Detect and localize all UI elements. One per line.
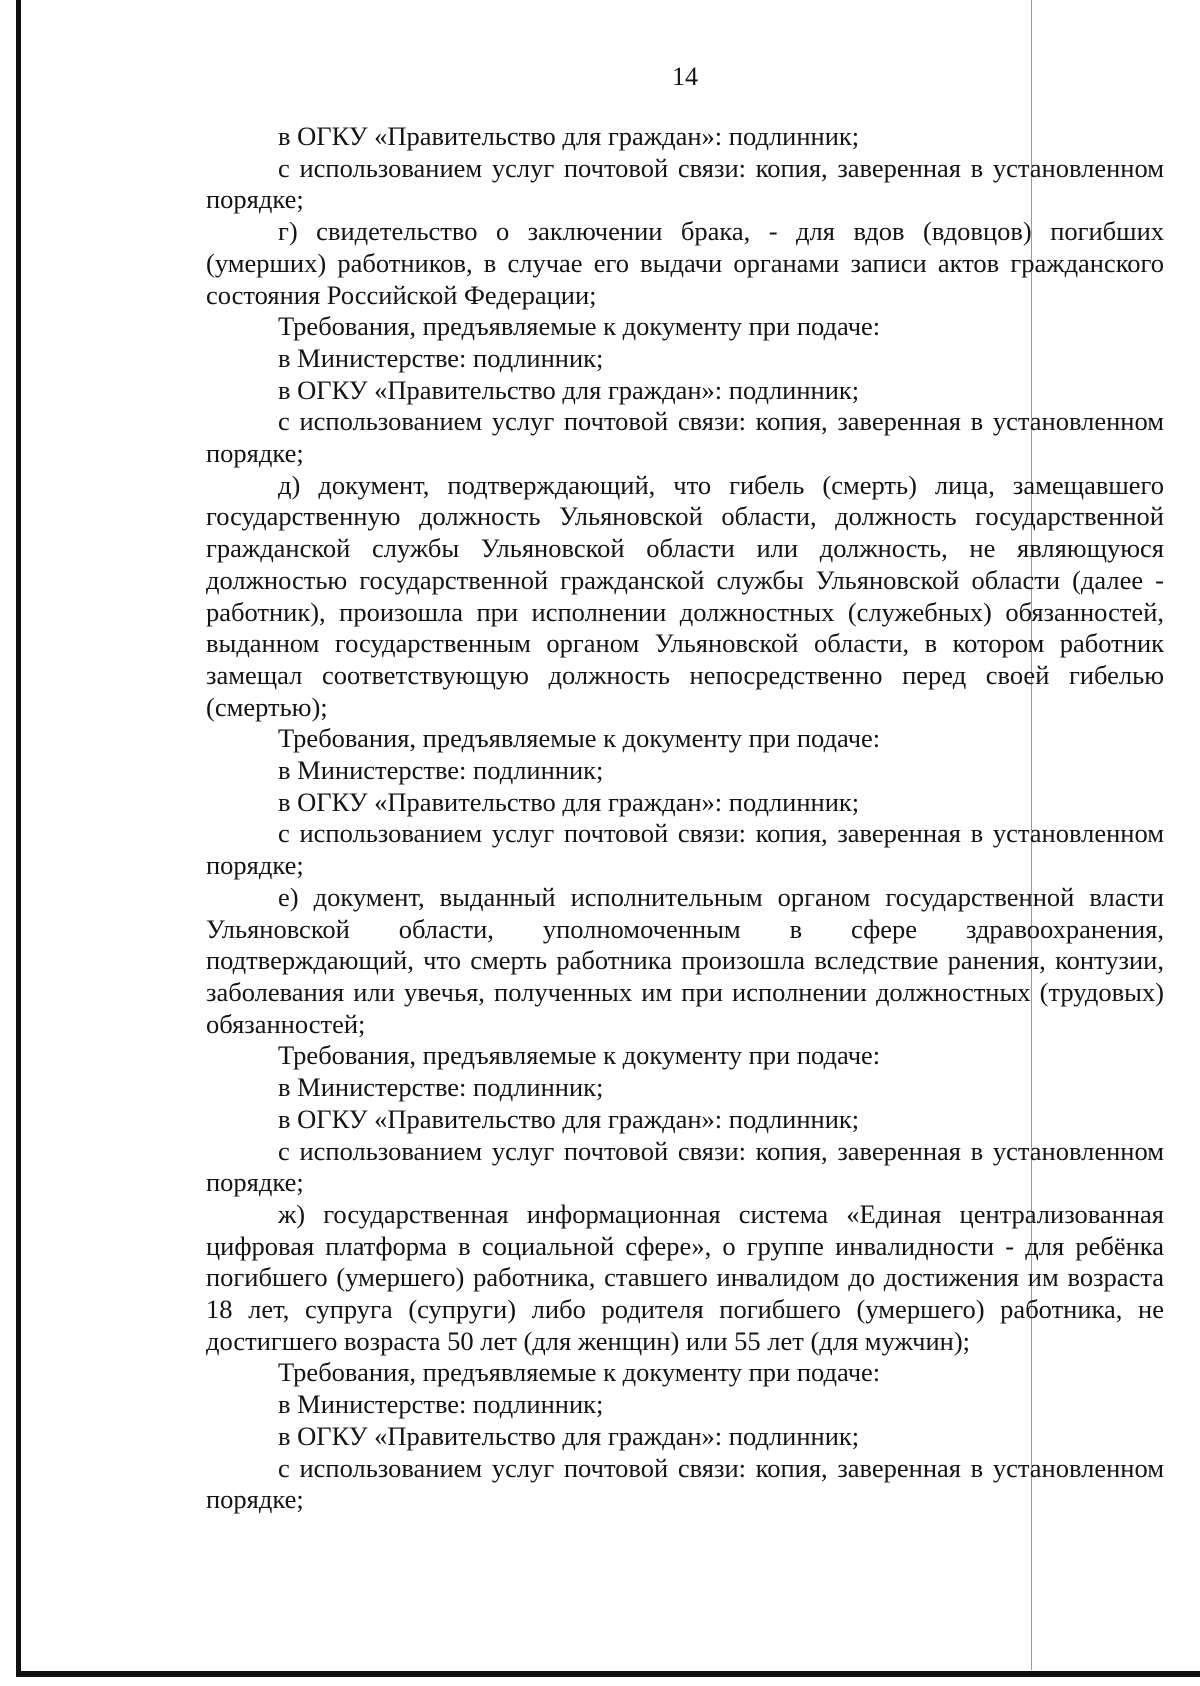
paragraph: с использованием услуг почтовой связи: копия, заверенная в установленном порядке; (206, 1135, 1164, 1198)
paragraph: в ОГКУ «Правительство для граждан»: подлинник; (278, 374, 860, 405)
paragraph: с использованием услуг почтовой связи: копия, заверенная в установленном порядке; (206, 406, 1164, 469)
page-number: 14 (672, 62, 698, 91)
scan-edge-left (16, 0, 21, 1676)
paragraph: в ОГКУ «Правительство для граждан»: подлинник; (278, 121, 860, 151)
paragraph: ж) государственная информационная система «Единая централизованная цифровая платформа в социальной сфере», о группе инвалидности - для ребёнка погибшего (умершего) работника, ставшего инвалидом до достижения им возраста 18 лет, супруга (супруги) либо родителя погибшего (умершего) работника, не достигшего возраста 50 лет (для женщин) или 55 лет (для мужчин); (206, 1198, 1164, 1356)
scan-edge-bottom (16, 1671, 1200, 1677)
paragraph: Требования, предъявляемые к документу при подаче: (278, 1040, 881, 1071)
paragraph: в Министерстве: подлинник; (278, 1389, 604, 1420)
paragraph: с использованием услуг почтовой связи: копия, заверенная в установленном порядке; (206, 1452, 1164, 1515)
paragraph: в ОГКУ «Правительство для граждан»: подлинник; (278, 786, 860, 817)
paragraph: в ОГКУ «Правительство для граждан»: подлинник; (278, 1103, 860, 1134)
paragraph: с использованием услуг почтовой связи: копия, заверенная в установленном порядке; (206, 818, 1164, 881)
paragraph: д) документ, подтверждающий, что гибель (смерть) лица, замещавшего государственную должность Ульяновской области, должность государственной гражданской службы Ульяновской области или должность, не являющуюся должностью государственной гражданской службы Ульяновской области (далее - работник), произошла при исполнении должностных (служебных) обязанностей, выданном государственным органом Ульяновской области, в котором работник замещал соответствующую должность непосредственно перед своей гибелью (смертью); (206, 469, 1164, 722)
paragraph: с использованием услуг почтовой связи: копия, заверенная в установленном порядке; (206, 152, 1164, 215)
paragraph: Требования, предъявляемые к документу при подаче: (278, 1357, 881, 1388)
paragraph: в Министерстве: подлинник; (278, 342, 604, 373)
paragraph: в ОГКУ «Правительство для граждан»: подлинник; (278, 1420, 860, 1451)
paragraph: в Министерстве: подлинник; (278, 1072, 604, 1103)
paragraph: Требования, предъявляемые к документу при подаче: (278, 311, 881, 342)
paragraph: е) документ, выданный исполнительным органом государственной власти Ульяновской области, уполномоченным в сфере здравоохранения, подтверждающий, что смерть работника произошла вследствие ранения, контузии, заболевания или увечья, полученных им при исполнении должностных (трудовых) обязанностей; (206, 881, 1164, 1039)
paragraph: в Министерстве: подлинник; (278, 755, 604, 786)
paragraph: Требования, предъявляемые к документу при подаче: (278, 723, 881, 754)
document-body (206, 121, 1164, 1516)
paragraph: г) свидетельство о заключении брака, - для вдов (вдовцов) погибших (умерших) работников, в случае его выдачи органами записи актов гражданского состояния Российской Федерации; (206, 216, 1164, 310)
